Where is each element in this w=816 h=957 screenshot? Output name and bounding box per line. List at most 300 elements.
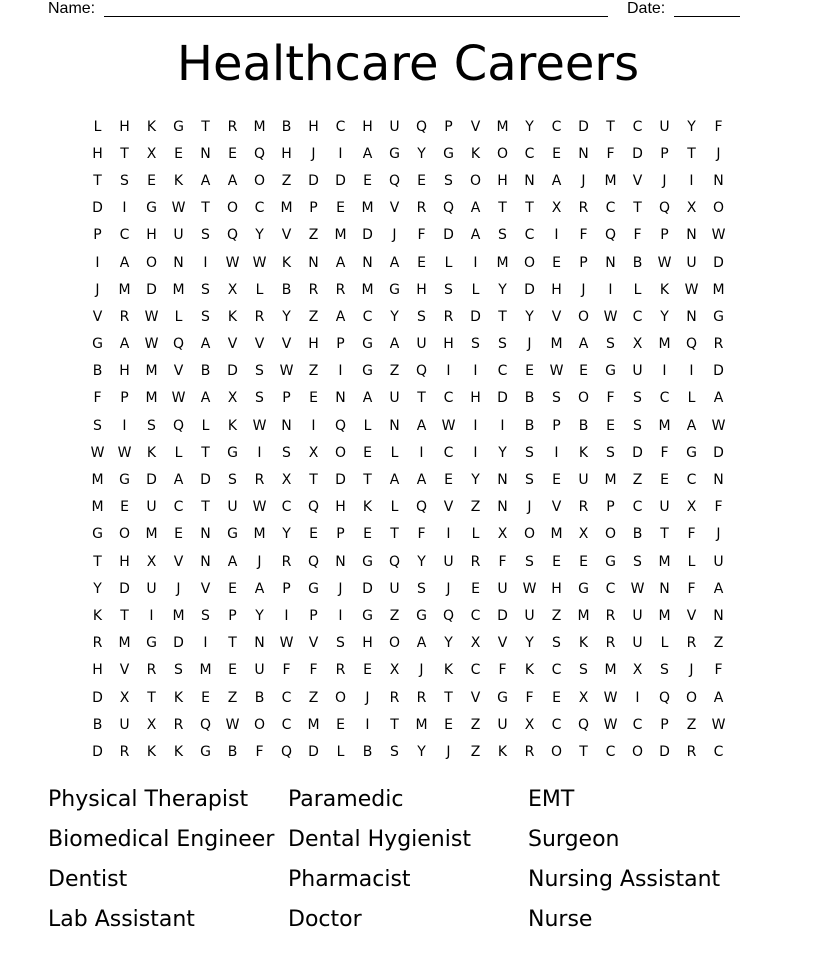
grid-letter: I — [554, 444, 559, 461]
grid-letter: O — [577, 308, 590, 325]
grid-row — [84, 494, 732, 521]
grid-letter: V — [470, 118, 481, 135]
grid-letter: S — [201, 607, 210, 624]
grid-letter: Q — [226, 227, 239, 244]
grid-letter: L — [633, 281, 642, 298]
grid-letter: V — [92, 308, 103, 325]
grid-letter: V — [632, 172, 643, 189]
grid-letter: X — [578, 689, 589, 706]
grid-letter: A — [686, 417, 697, 434]
grid-letter: Y — [471, 472, 480, 489]
grid-letter: E — [147, 172, 156, 189]
grid-letter: C — [632, 308, 643, 325]
grid-letter: K — [470, 145, 481, 162]
grid-letter: J — [716, 145, 721, 162]
grid-letter: D — [578, 118, 589, 135]
grid-letter: S — [471, 336, 480, 353]
grid-letter: U — [389, 580, 400, 597]
grid-letter: H — [335, 499, 346, 516]
grid-letter: B — [227, 743, 238, 760]
grid-letter: V — [200, 580, 211, 597]
grid-letter: P — [552, 417, 561, 434]
grid-letter: I — [500, 417, 505, 434]
grid-letter: G — [227, 526, 238, 543]
grid-letter: I — [122, 200, 127, 217]
grid-letter: Y — [93, 580, 102, 597]
grid-letter: V — [254, 336, 265, 353]
grid-row — [84, 738, 732, 765]
grid-letter: F — [525, 689, 534, 706]
grid-letter: A — [578, 336, 589, 353]
grid-letter: Y — [498, 281, 507, 298]
grid-letter: M — [253, 526, 266, 543]
grid-letter: S — [282, 444, 291, 461]
grid-letter: P — [660, 227, 669, 244]
grid-letter: I — [338, 363, 343, 380]
grid-letter: A — [551, 172, 562, 189]
grid-letter: E — [336, 716, 345, 733]
grid-row — [84, 412, 732, 439]
grid-letter: A — [389, 254, 400, 271]
grid-letter: W — [711, 227, 726, 244]
grid-letter: P — [606, 499, 615, 516]
grid-letter: T — [660, 526, 669, 543]
grid-row — [84, 439, 732, 466]
grid-letter: K — [362, 499, 373, 516]
grid-letter: B — [281, 118, 292, 135]
grid-letter: W — [225, 716, 240, 733]
grid-letter: J — [176, 580, 181, 597]
grid-letter: X — [146, 553, 157, 570]
grid-letter: Q — [253, 145, 266, 162]
grid-letter: S — [201, 227, 210, 244]
grid-letter: F — [714, 662, 723, 679]
grid-letter: G — [92, 336, 103, 353]
grid-letter: F — [606, 145, 615, 162]
grid-letter: S — [498, 227, 507, 244]
grid-letter: V — [227, 336, 238, 353]
grid-letter: G — [92, 526, 103, 543]
grid-letter: I — [473, 417, 478, 434]
grid-row — [84, 331, 732, 358]
grid-letter: A — [416, 635, 427, 652]
grid-letter: D — [308, 172, 319, 189]
grid-letter: D — [92, 743, 103, 760]
grid-letter: G — [119, 472, 130, 489]
grid-letter: M — [604, 172, 617, 189]
grid-letter: N — [200, 553, 211, 570]
grid-letter: C — [281, 689, 292, 706]
grid-letter: K — [578, 444, 589, 461]
grid-letter: R — [227, 118, 238, 135]
grid-letter: Y — [444, 635, 453, 652]
grid-letter: R — [335, 662, 346, 679]
grid-letter: F — [660, 444, 669, 461]
grid-letter: N — [659, 580, 670, 597]
grid-letter: C — [362, 308, 373, 325]
grid-letter: C — [632, 118, 643, 135]
grid-letter: Q — [172, 417, 185, 434]
grid-letter: V — [686, 607, 697, 624]
grid-letter: V — [281, 336, 292, 353]
name-blank-line — [104, 16, 608, 17]
grid-letter: D — [308, 743, 319, 760]
grid-letter: B — [632, 254, 643, 271]
grid-letter: Q — [307, 553, 320, 570]
grid-letter: G — [605, 553, 616, 570]
grid-letter: L — [471, 281, 480, 298]
grid-letter: W — [684, 281, 699, 298]
grid-letter: E — [552, 553, 561, 570]
grid-letter: J — [527, 336, 532, 353]
grid-letter: M — [145, 390, 158, 407]
grid-letter: K — [92, 607, 103, 624]
grid-letter: Z — [281, 172, 292, 189]
grid-letter: Q — [280, 743, 293, 760]
grid-letter: K — [173, 689, 184, 706]
grid-letter: H — [92, 662, 103, 679]
grid-letter: Q — [658, 200, 671, 217]
grid-letter: A — [713, 580, 724, 597]
grid-letter: S — [498, 336, 507, 353]
grid-letter: A — [200, 172, 211, 189]
grid-letter: A — [254, 580, 265, 597]
grid-letter: L — [93, 118, 102, 135]
grid-letter: R — [686, 635, 697, 652]
grid-letter: I — [338, 145, 343, 162]
grid-letter: D — [335, 472, 346, 489]
grid-letter: S — [552, 390, 561, 407]
grid-letter: C — [281, 499, 292, 516]
grid-letter: S — [417, 580, 426, 597]
grid-letter: J — [257, 553, 262, 570]
grid-letter: G — [146, 635, 157, 652]
grid-letter: R — [308, 281, 319, 298]
grid-letter: X — [281, 472, 292, 489]
grid-letter: O — [604, 526, 617, 543]
grid-letter: W — [522, 580, 537, 597]
grid-letter: O — [118, 526, 131, 543]
grid-letter: D — [119, 580, 130, 597]
grid-row — [84, 657, 732, 684]
grid-letter: U — [632, 363, 643, 380]
grid-letter: T — [120, 607, 129, 624]
grid-letter: L — [471, 526, 480, 543]
grid-letter: I — [608, 281, 613, 298]
grid-letter: Y — [687, 118, 696, 135]
grid-letter: T — [444, 689, 453, 706]
grid-letter: M — [199, 662, 212, 679]
date-label: Date: — [627, 0, 666, 17]
grid-letter: O — [523, 526, 536, 543]
grid-letter: I — [203, 635, 208, 652]
grid-letter: N — [578, 145, 589, 162]
grid-letter: W — [279, 635, 294, 652]
grid-letter: E — [120, 499, 129, 516]
grid-letter: U — [146, 580, 157, 597]
grid-letter: T — [309, 472, 318, 489]
grid-letter: U — [524, 607, 535, 624]
word-list-item: Nurse — [528, 907, 593, 932]
grid-letter: C — [335, 118, 346, 135]
grid-row — [84, 548, 732, 575]
grid-letter: U — [254, 662, 265, 679]
grid-letter: S — [390, 743, 399, 760]
grid-letter: M — [361, 200, 374, 217]
grid-letter: M — [658, 607, 671, 624]
grid-letter: F — [633, 227, 642, 244]
grid-letter: C — [605, 743, 616, 760]
grid-letter: D — [335, 172, 346, 189]
grid-letter: T — [579, 743, 588, 760]
grid-letter: F — [687, 526, 696, 543]
grid-letter: L — [255, 281, 264, 298]
grid-letter: J — [581, 172, 586, 189]
grid-row — [84, 602, 732, 629]
grid-letter: Q — [577, 716, 590, 733]
grid-letter: W — [252, 254, 267, 271]
grid-letter: A — [389, 336, 400, 353]
grid-letter: V — [497, 635, 508, 652]
grid-letter: K — [497, 743, 508, 760]
grid-letter: S — [525, 444, 534, 461]
grid-letter: T — [525, 200, 534, 217]
grid-letter: Z — [308, 363, 319, 380]
grid-letter: C — [470, 662, 481, 679]
grid-row — [84, 276, 732, 303]
grid-letter: B — [200, 363, 211, 380]
grid-letter: D — [632, 444, 643, 461]
grid-letter: G — [389, 145, 400, 162]
grid-letter: F — [579, 227, 588, 244]
grid-letter: G — [686, 444, 697, 461]
grid-letter: D — [713, 363, 724, 380]
grid-letter: A — [119, 336, 130, 353]
grid-letter: U — [416, 336, 427, 353]
grid-letter: C — [605, 200, 616, 217]
grid-letter: J — [689, 662, 694, 679]
grid-letter: A — [335, 308, 346, 325]
grid-letter: E — [363, 662, 372, 679]
grid-letter: P — [336, 336, 345, 353]
grid-letter: O — [226, 200, 239, 217]
grid-letter: A — [470, 227, 481, 244]
grid-letter: C — [632, 716, 643, 733]
grid-letter: C — [632, 499, 643, 516]
grid-letter: R — [146, 662, 157, 679]
grid-letter: R — [281, 553, 292, 570]
grid-letter: S — [633, 417, 642, 434]
grid-letter: Q — [442, 200, 455, 217]
grid-letter: T — [201, 118, 210, 135]
grid-letter: F — [282, 662, 291, 679]
grid-letter: V — [389, 200, 400, 217]
grid-letter: K — [173, 743, 184, 760]
grid-letter: L — [363, 417, 372, 434]
grid-letter: T — [120, 145, 129, 162]
word-list-item: Physical Therapist — [48, 787, 249, 812]
grid-letter: N — [524, 172, 535, 189]
grid-letter: U — [443, 553, 454, 570]
grid-letter: A — [119, 254, 130, 271]
grid-letter: R — [389, 689, 400, 706]
grid-letter: L — [687, 553, 696, 570]
grid-letter: D — [362, 227, 373, 244]
grid-letter: J — [581, 281, 586, 298]
grid-letter: R — [119, 308, 130, 325]
grid-letter: U — [497, 580, 508, 597]
grid-letter: B — [92, 363, 103, 380]
grid-letter: M — [550, 526, 563, 543]
grid-letter: L — [174, 308, 183, 325]
grid-letter: N — [335, 553, 346, 570]
grid-letter: T — [390, 716, 399, 733]
grid-letter: R — [254, 308, 265, 325]
grid-letter: H — [308, 118, 319, 135]
grid-letter: P — [336, 526, 345, 543]
grid-letter: M — [172, 281, 185, 298]
grid-letter: R — [443, 308, 454, 325]
grid-letter: D — [470, 308, 481, 325]
word-list-item: Paramedic — [288, 787, 404, 812]
grid-letter: N — [362, 254, 373, 271]
grid-letter: D — [146, 281, 157, 298]
grid-letter: J — [446, 743, 451, 760]
grid-letter: S — [633, 390, 642, 407]
grid-letter: G — [308, 580, 319, 597]
grid-letter: L — [336, 743, 345, 760]
grid-letter: E — [444, 472, 453, 489]
grid-letter: D — [146, 472, 157, 489]
grid-letter: M — [172, 607, 185, 624]
grid-letter: A — [335, 254, 346, 271]
grid-letter: J — [527, 499, 532, 516]
grid-letter: M — [415, 716, 428, 733]
grid-letter: P — [660, 716, 669, 733]
grid-letter: Q — [388, 172, 401, 189]
grid-letter: F — [93, 390, 102, 407]
grid-letter: D — [92, 200, 103, 217]
grid-letter: W — [144, 336, 159, 353]
grid-letter: I — [689, 363, 694, 380]
grid-letter: O — [253, 716, 266, 733]
word-list-item: Dental Hygienist — [288, 827, 471, 852]
grid-letter: K — [578, 635, 589, 652]
grid-letter: T — [633, 200, 642, 217]
grid-letter: O — [631, 743, 644, 760]
grid-letter: H — [470, 390, 481, 407]
grid-letter: M — [658, 417, 671, 434]
grid-letter: C — [551, 716, 562, 733]
grid-letter: D — [200, 472, 211, 489]
grid-letter: F — [498, 553, 507, 570]
grid-letter: J — [311, 145, 316, 162]
grid-letter: S — [120, 172, 129, 189]
grid-letter: X — [686, 200, 697, 217]
grid-letter: C — [605, 580, 616, 597]
name-label: Name: — [48, 0, 96, 17]
grid-letter: U — [632, 607, 643, 624]
grid-letter: E — [174, 145, 183, 162]
grid-letter: D — [443, 227, 454, 244]
grid-letter: W — [225, 254, 240, 271]
grid-letter: T — [93, 553, 102, 570]
grid-letter: M — [145, 526, 158, 543]
grid-letter: T — [201, 200, 210, 217]
grid-letter: N — [497, 472, 508, 489]
grid-letter: A — [416, 417, 427, 434]
grid-letter: O — [685, 689, 698, 706]
grid-letter: D — [632, 145, 643, 162]
grid-letter: D — [497, 390, 508, 407]
grid-letter: Z — [470, 716, 481, 733]
grid-letter: A — [227, 553, 238, 570]
grid-row — [84, 358, 732, 385]
grid-row — [84, 303, 732, 330]
grid-row — [84, 195, 732, 222]
grid-letter: C — [443, 444, 454, 461]
grid-letter: P — [444, 118, 453, 135]
grid-letter: F — [498, 662, 507, 679]
grid-letter: I — [473, 444, 478, 461]
grid-letter: K — [146, 743, 157, 760]
grid-letter: Q — [388, 553, 401, 570]
grid-letter: A — [470, 200, 481, 217]
grid-letter: L — [660, 635, 669, 652]
grid-letter: R — [173, 716, 184, 733]
grid-letter: S — [93, 417, 102, 434]
grid-letter: G — [389, 281, 400, 298]
grid-letter: G — [578, 580, 589, 597]
grid-letter: Q — [334, 417, 347, 434]
grid-letter: R — [578, 200, 589, 217]
grid-letter: J — [95, 281, 100, 298]
grid-letter: U — [389, 118, 400, 135]
grid-letter: F — [417, 227, 426, 244]
word-list-item: Doctor — [288, 907, 362, 932]
grid-letter: S — [525, 553, 534, 570]
grid-letter: X — [119, 689, 130, 706]
grid-letter: M — [91, 499, 104, 516]
grid-letter: B — [254, 689, 265, 706]
grid-letter: W — [549, 363, 564, 380]
grid-letter: E — [579, 553, 588, 570]
grid-letter: M — [118, 635, 131, 652]
word-list — [48, 780, 768, 940]
grid-letter: I — [365, 716, 370, 733]
grid-letter: M — [145, 363, 158, 380]
grid-letter: M — [307, 716, 320, 733]
grid-letter: S — [552, 635, 561, 652]
grid-letter: X — [146, 716, 157, 733]
word-list-item: Biomedical Engineer — [48, 827, 275, 852]
grid-letter: S — [201, 281, 210, 298]
grid-row — [84, 684, 732, 711]
grid-letter: M — [253, 118, 266, 135]
grid-letter: G — [362, 363, 373, 380]
grid-letter: W — [144, 308, 159, 325]
grid-row — [84, 113, 732, 140]
grid-letter: C — [497, 363, 508, 380]
grid-letter: T — [498, 200, 507, 217]
grid-letter: Y — [417, 145, 426, 162]
grid-letter: R — [605, 607, 616, 624]
grid-letter: L — [444, 254, 453, 271]
grid-letter: A — [200, 390, 211, 407]
grid-letter: T — [390, 526, 399, 543]
grid-letter: Q — [604, 227, 617, 244]
grid-letter: V — [470, 689, 481, 706]
